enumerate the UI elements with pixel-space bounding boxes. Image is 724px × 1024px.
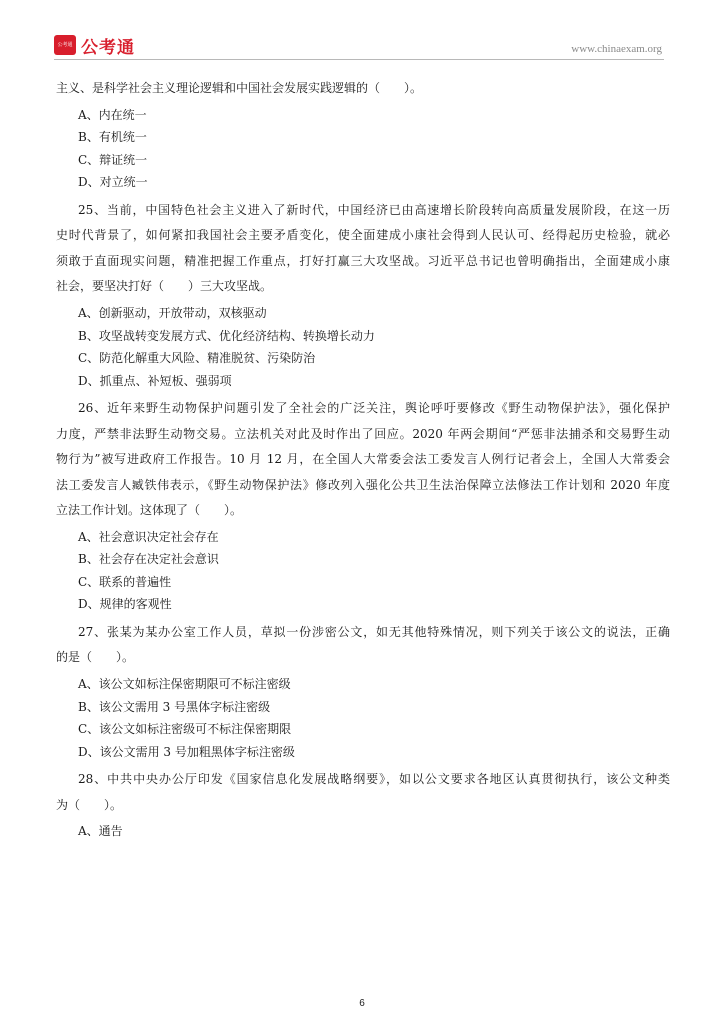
logo-badge: 公考通 <box>54 35 76 55</box>
option-a: A、创新驱动，开放带动，双核驱动 <box>78 306 267 321</box>
option-d: D、规律的客观性 <box>78 597 172 612</box>
option-b: B、有机统一 <box>78 130 147 145</box>
question-text-line: 法工委发言人臧铁伟表示，《野生动物保护法》修改列入强化公共卫生法治保障立法修法工作计划和 2020 年度 <box>56 477 670 492</box>
question-text-line: 的是（ ）。 <box>56 650 135 665</box>
question-text-line: 主义、是科学社会主义理论逻辑和中国社会发展实践逻辑的（ ）。 <box>56 81 423 95</box>
question-text-line: 社会，要坚决打好（ ）三大攻坚战。 <box>56 279 273 294</box>
option-a: A、内在统一 <box>78 107 147 122</box>
question-28 <box>56 767 670 838</box>
question-text-line: 史时代背景了，如何紧扣我国社会主要矛盾变化，使全面建成小康社会得到人民认可、经得起历史检验，就必 <box>56 228 670 243</box>
option-d: D、对立统一 <box>78 175 148 190</box>
question-text-line: 28、中共中央办公厅印发《国家信息化发展战略纲要》，如以公文要求各地区认真贯彻执行，该公文种类 <box>78 772 670 787</box>
site-url: www.chinaexam.org <box>571 43 662 55</box>
option-d: D、该公文需用 3 号加粗黑体字标注密级 <box>78 744 295 759</box>
option-a: A、社会意识决定社会存在 <box>78 529 219 544</box>
option-c: C、辩证统一 <box>78 152 148 167</box>
question-27 <box>56 620 670 759</box>
question-text-line: 为（ ）。 <box>56 797 123 812</box>
question-24-continuation <box>56 76 670 189</box>
page-number: 6 <box>359 998 365 1009</box>
option-c: C、联系的普遍性 <box>78 574 172 589</box>
logo <box>54 33 135 57</box>
option-b: B、攻坚战转变发展方式、优化经济结构、转换增长动力 <box>78 328 375 343</box>
question-text-line: 力度，严禁非法野生动物交易。立法机关对此及时作出了回应。2020 年两会期间“严惩非法捕杀和交易野生动 <box>56 426 670 441</box>
question-26 <box>56 396 670 611</box>
option-b: B、社会存在决定社会意识 <box>78 552 219 567</box>
question-text-line: 26、近年来野生动物保护问题引发了全社会的广泛关注，舆论呼吁要修改《野生动物保护法》，强化保护 <box>78 401 670 416</box>
question-text-line: 须敢于直面现实问题，精准把握工作重点，打好打赢三大攻坚战。习近平总书记也曾明确指出，全面建成小康 <box>56 253 670 268</box>
option-a: A、通告 <box>78 824 123 839</box>
option-c: C、该公文如标注密级可不标注保密期限 <box>78 722 292 737</box>
question-text-line: 27、张某为某办公室工作人员，草拟一份涉密公文，如无其他特殊情况，则下列关于该公文的说法，正确 <box>78 624 670 639</box>
option-a: A、该公文如标注保密期限可不标注密级 <box>78 677 291 692</box>
header-divider <box>54 59 664 60</box>
option-d: D、抓重点、补短板、强弱项 <box>78 373 232 388</box>
question-content <box>56 76 670 847</box>
page-header <box>54 33 664 59</box>
logo-text: 公考通 <box>81 37 135 58</box>
question-text-line: 物行为”被写进政府工作报告。10 月 12 月，在全国人大常委会法工委发言人例行记者会上，全国人大常委会 <box>56 452 670 467</box>
option-c: C、防范化解重大风险、精准脱贫、污染防治 <box>78 351 316 366</box>
question-text-line: 25、当前，中国特色社会主义进入了新时代，中国经济已由高速增长阶段转向高质量发展阶段，在这一历 <box>78 202 670 217</box>
question-25 <box>56 198 670 388</box>
option-b: B、该公文需用 3 号黑体字标注密级 <box>78 699 271 714</box>
question-text-line: 立法工作计划。这体现了（ ）。 <box>56 503 243 518</box>
